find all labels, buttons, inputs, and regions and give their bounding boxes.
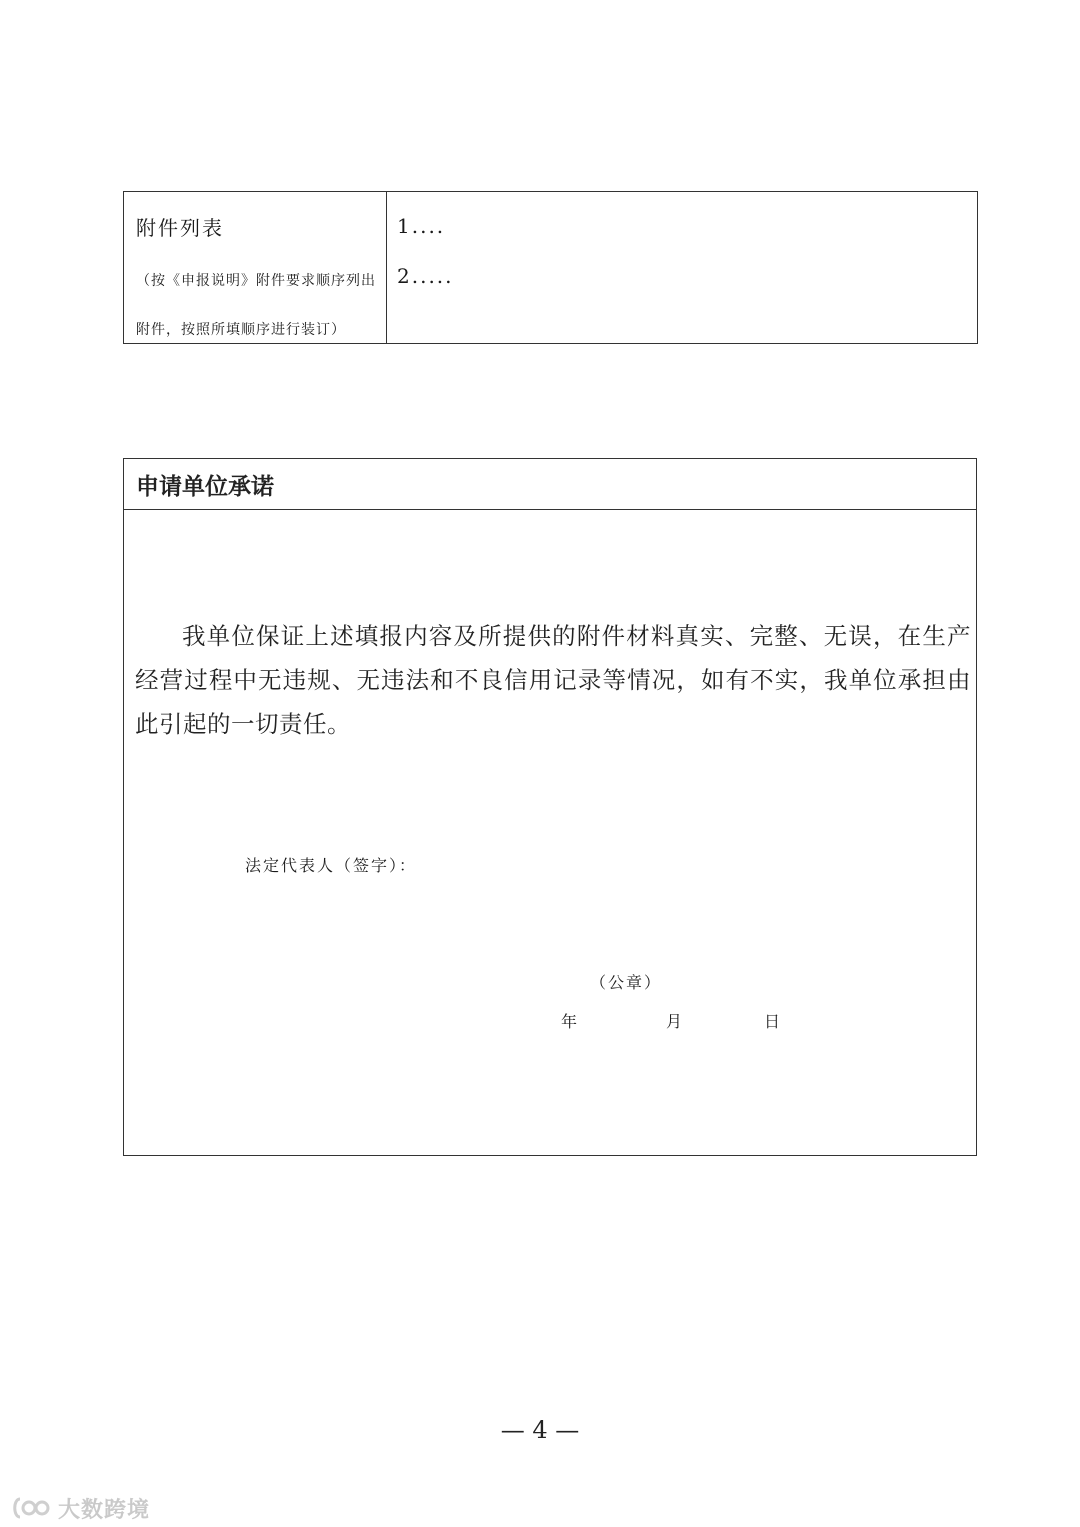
- watermark-logo-icon: [10, 1495, 52, 1521]
- watermark: [10, 1493, 150, 1523]
- signature-label: 法定代表人（签字）：: [245, 856, 418, 875]
- date-day-label: 日: [764, 1012, 781, 1031]
- pledge-heading: 申请单位承诺: [136, 474, 274, 500]
- page-number: — 4 —: [500, 1416, 580, 1444]
- attachment-note-line2: 附件，按照所填顺序进行装订）: [136, 322, 346, 338]
- watermark-text: 大数跨境: [58, 1497, 151, 1523]
- pledge-statement: 我单位保证上述填报内容及所提供的附件材料真实、完整、无误，在生产经营过程中无违规、无违法和不良信用记录等情况，如有不实，我单位承担由此引起的一切责任。: [135, 622, 971, 738]
- pledge-table: [123, 458, 977, 1156]
- date-year-label: 年: [561, 1012, 578, 1031]
- attachment-item: 1....: [397, 214, 446, 238]
- date-month-label: 月: [666, 1012, 683, 1031]
- attachment-table: [123, 191, 978, 344]
- attachment-item: 2.....: [397, 264, 454, 288]
- attachment-note-line1: （按《申报说明》附件要求顺序列出: [136, 273, 376, 289]
- pledge-header: [124, 459, 976, 510]
- attachment-label-cell: [124, 192, 387, 343]
- seal-label: （公章）: [590, 973, 663, 992]
- attachment-title: 附件列表: [136, 216, 224, 240]
